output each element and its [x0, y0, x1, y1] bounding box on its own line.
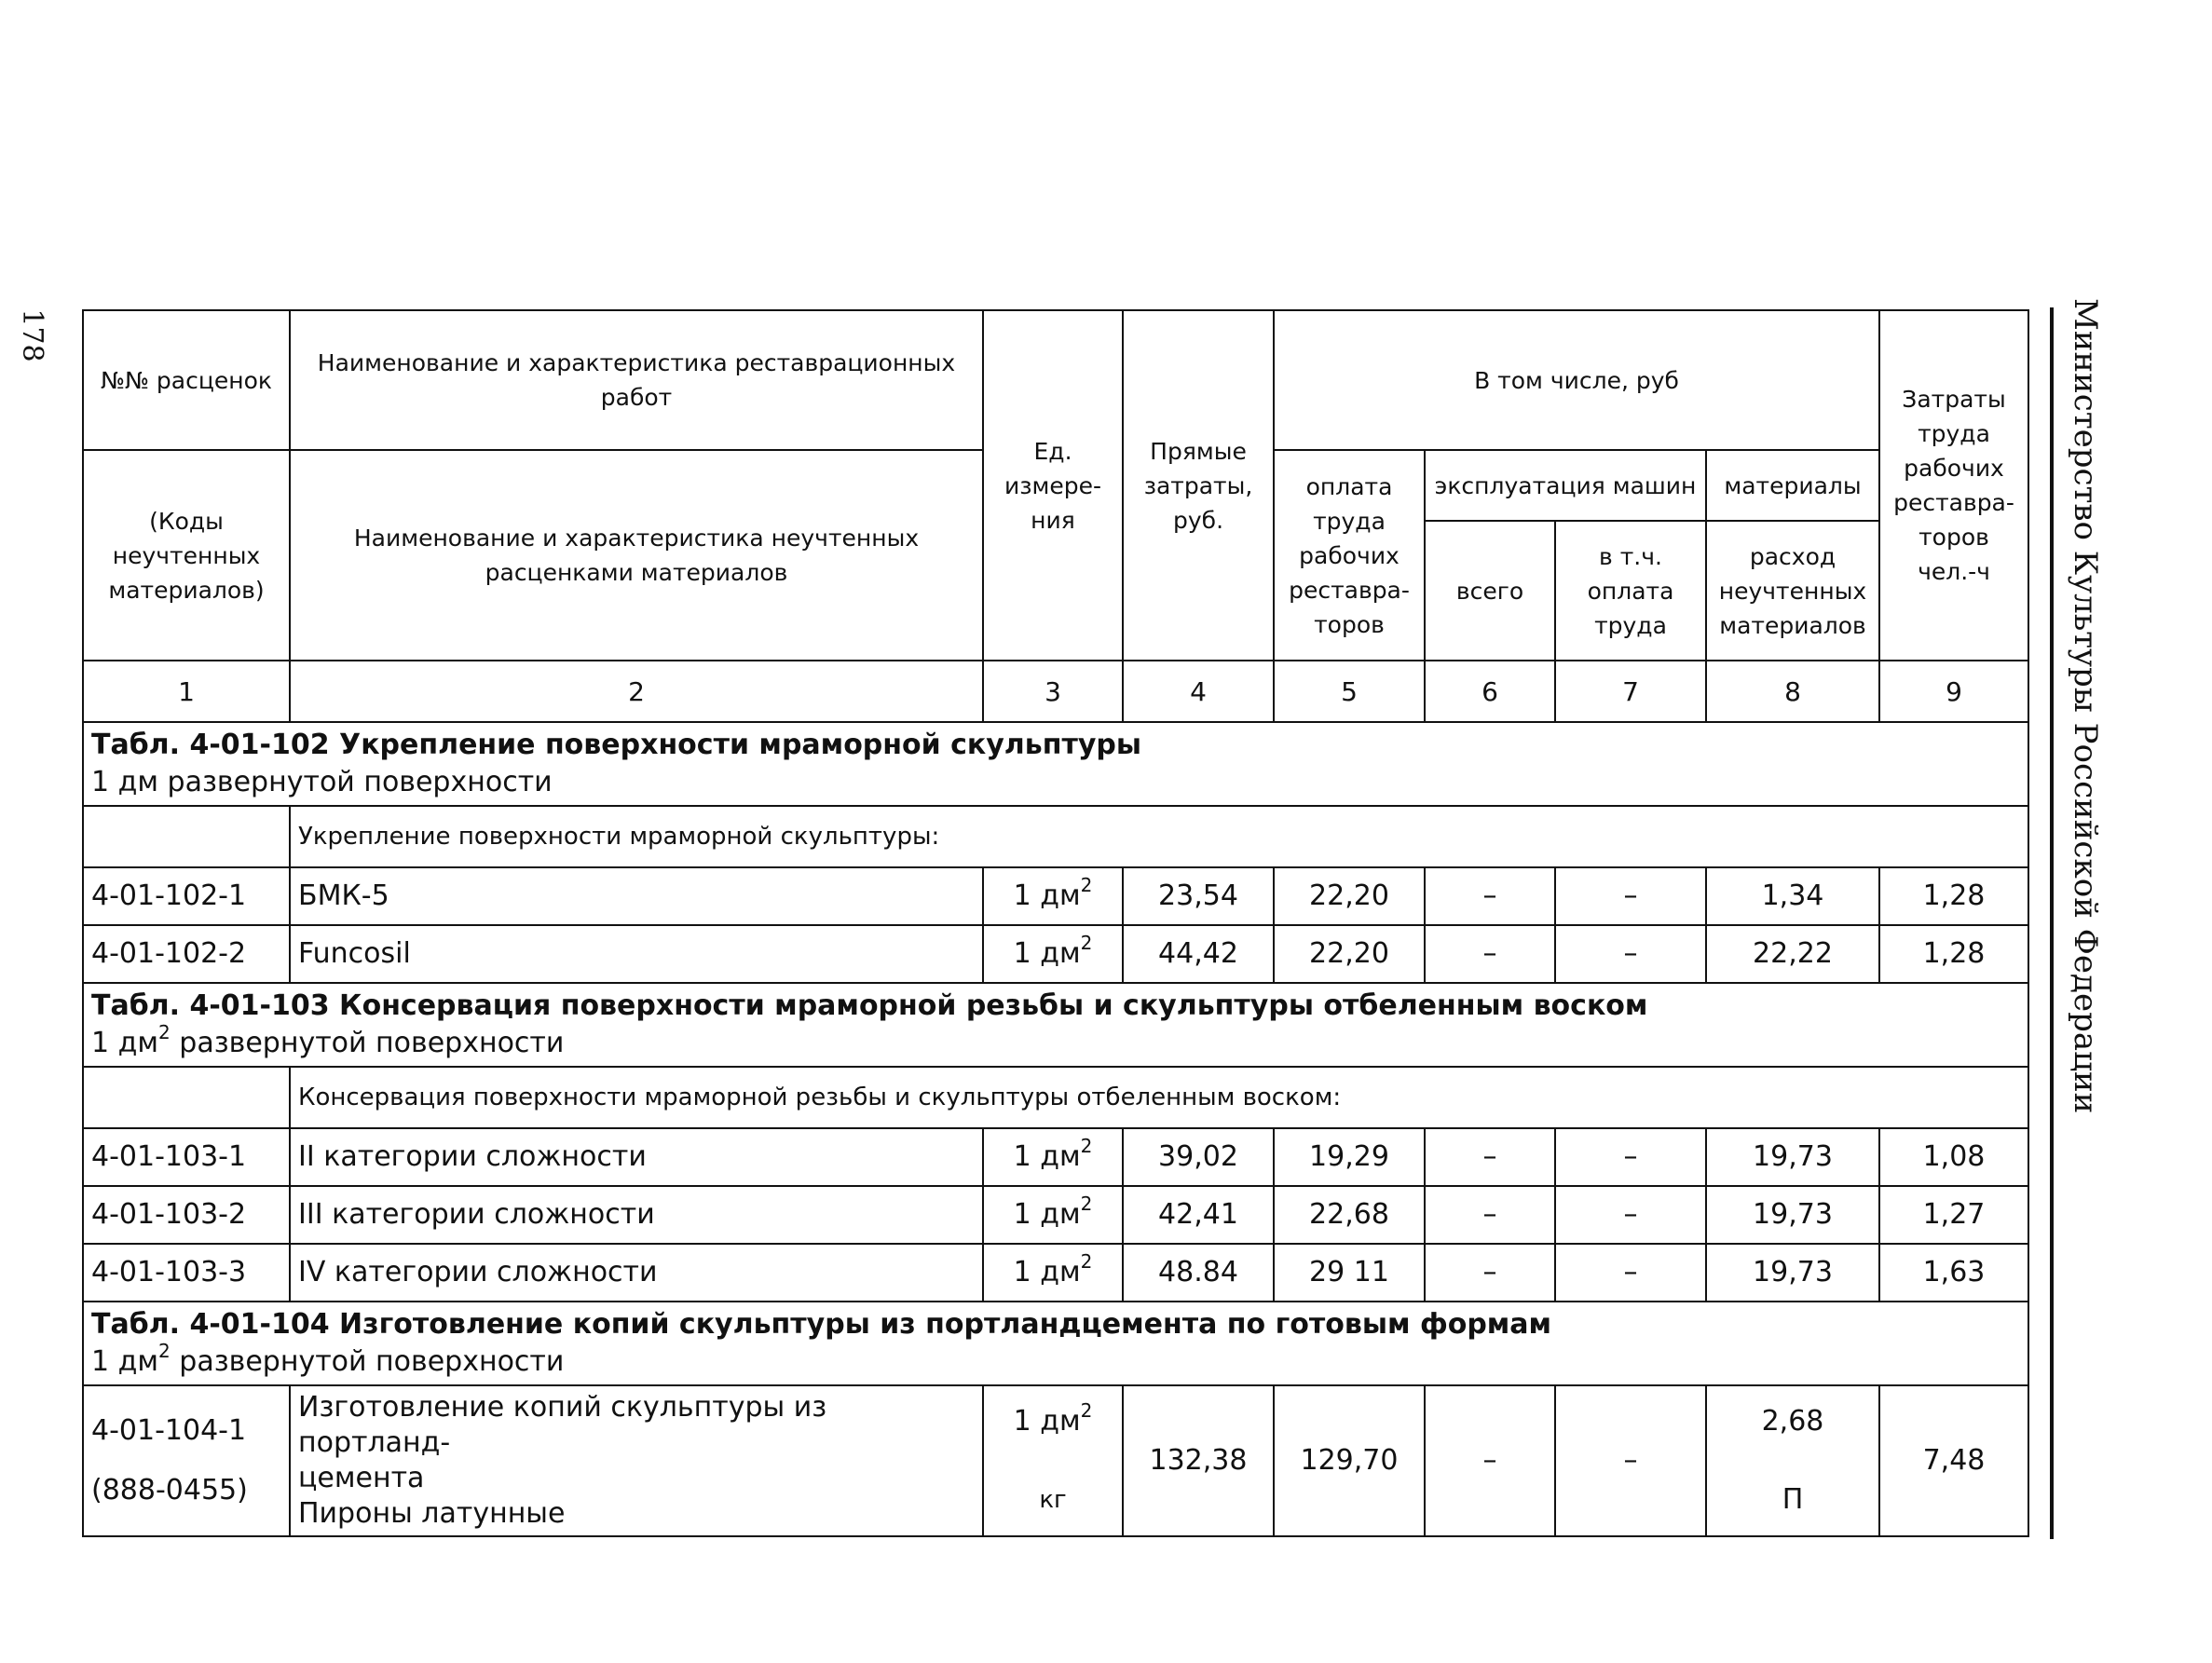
materials-cell [1706, 1385, 1879, 1536]
section-header [83, 722, 2028, 806]
direct-cost: 42,41 [1123, 1186, 1274, 1244]
section-unit: 1 $дм^2$ развернутой поверхности [91, 1021, 565, 1059]
col8-header: расход неучтенных материалов [1706, 521, 1879, 661]
material-name: Пироны латунные [298, 1497, 566, 1530]
machines-labor: – [1555, 1244, 1706, 1302]
col5-header: оплата труда рабочих реставра-торов [1274, 450, 1425, 661]
unit: 1 $дм^2$ [983, 925, 1123, 983]
section-header [83, 1302, 2028, 1385]
rate-code-cell [83, 1385, 290, 1536]
group-label: Укрепление поверхности мраморной скульптуры: [290, 806, 2028, 867]
unit-cell [983, 1385, 1123, 1536]
labor-hours: 1,63 [1879, 1244, 2028, 1302]
group-row [83, 1067, 2028, 1128]
materials-cost: 2,68 [1761, 1405, 1824, 1438]
page-number: 178 [16, 308, 48, 362]
unit: 1 $дм^2$ [1013, 1399, 1093, 1438]
col7-header: в т.ч. оплата труда [1555, 521, 1706, 661]
direct-cost: 44,42 [1123, 925, 1274, 983]
work-name: Изготовление копий скульптуры из портланд- [298, 1391, 827, 1459]
materials-cost: 22,22 [1706, 925, 1879, 983]
labor-hours: 7,48 [1879, 1385, 2028, 1536]
rate-code: 4-01-103-3 [83, 1244, 290, 1302]
column-number: 7 [1555, 661, 1706, 722]
machines-labor: – [1555, 1385, 1706, 1536]
section-title-cell [83, 983, 2028, 1067]
machines-total: – [1425, 925, 1555, 983]
machines-labor: – [1555, 1128, 1706, 1186]
column-number: 6 [1425, 661, 1555, 722]
col2-bottom-header: Наименование и характеристика неучтенных расценками материалов [290, 450, 983, 661]
col1-top-header: №№ расценок [83, 310, 290, 450]
col3-header: Ед. измере-ния [983, 310, 1123, 661]
labor-hours: 1,08 [1879, 1128, 2028, 1186]
col4-header: Прямые затраты, руб. [1123, 310, 1274, 661]
labor-cost: 22,20 [1274, 925, 1425, 983]
column-number: 9 [1879, 661, 2028, 722]
machines-group-header: эксплуатация машин [1425, 450, 1706, 521]
group-label: Консервация поверхности мраморной резьбы и скульптуры отбеленным воском: [290, 1067, 2028, 1128]
group-code-cell [83, 806, 290, 867]
including-group-header: В том числе, руб [1274, 310, 1879, 450]
labor-hours: 1,28 [1879, 925, 2028, 983]
unit: 1 $дм^2$ [983, 1244, 1123, 1302]
rate-code: 4-01-102-1 [83, 867, 290, 925]
col9-header: Затраты труда рабочих реставра-торов чел.-ч [1879, 310, 2028, 661]
table-row [83, 925, 2028, 983]
direct-cost: 39,02 [1123, 1128, 1274, 1186]
work-name: БМК-5 [290, 867, 983, 925]
side-title: Министерство Культуры Российской Федерации [2067, 298, 2104, 1114]
machines-total: – [1425, 1128, 1555, 1186]
machines-total: – [1425, 867, 1555, 925]
unit: 1 $дм^2$ [983, 1186, 1123, 1244]
work-name: III категории сложности [290, 1186, 983, 1244]
unit: 1 $дм^2$ [983, 1128, 1123, 1186]
column-number-row [83, 661, 2028, 722]
column-number: 1 [83, 661, 290, 722]
work-name: Funcosil [290, 925, 983, 983]
labor-hours: 1,27 [1879, 1186, 2028, 1244]
machines-labor: – [1555, 925, 1706, 983]
group-row [83, 806, 2028, 867]
labor-cost: 129,70 [1274, 1385, 1425, 1536]
machines-total: – [1425, 1186, 1555, 1244]
table-row [83, 1244, 2028, 1302]
rates-table [82, 309, 2029, 1537]
direct-cost: 23,54 [1123, 867, 1274, 925]
work-name: II категории сложности [290, 1128, 983, 1186]
machines-labor: – [1555, 1186, 1706, 1244]
section-title: Табл. 4-01-104 Изготовление копий скульптуры из портландцемента по готовым формам [91, 1308, 1552, 1341]
column-number: 8 [1706, 661, 1879, 722]
col1-bottom-header: (Коды неучтенных материалов) [83, 450, 290, 661]
rate-code: 4-01-103-1 [83, 1128, 290, 1186]
materials-group-header: материалы [1706, 450, 1879, 521]
labor-cost: 29 11 [1274, 1244, 1425, 1302]
section-title: Табл. 4-01-103 Консервация поверхности мраморной резьбы и скульптуры отбеленным воском [91, 989, 1648, 1022]
labor-cost: 22,68 [1274, 1186, 1425, 1244]
section-header [83, 983, 2028, 1067]
table-row [83, 1128, 2028, 1186]
material-code: (888-0455) [91, 1474, 248, 1506]
section-title-cell [83, 722, 2028, 806]
column-number: 2 [290, 661, 983, 722]
materials-cost: 19,73 [1706, 1244, 1879, 1302]
side-rule [2050, 307, 2054, 1539]
column-number: 4 [1123, 661, 1274, 722]
machines-total: – [1425, 1244, 1555, 1302]
labor-cost: 19,29 [1274, 1128, 1425, 1186]
materials-cost: 19,73 [1706, 1186, 1879, 1244]
group-code-cell [83, 1067, 290, 1128]
col6-header: всего [1425, 521, 1555, 661]
material-mark: П [1782, 1483, 1804, 1516]
materials-cost: 19,73 [1706, 1128, 1879, 1186]
direct-cost: 48.84 [1123, 1244, 1274, 1302]
machines-labor: – [1555, 867, 1706, 925]
work-name-continued: цемента [298, 1462, 425, 1494]
rate-code: 4-01-104-1 [91, 1414, 247, 1447]
materials-cost: 1,34 [1706, 867, 1879, 925]
header-row-1 [83, 310, 2028, 450]
machines-total: – [1425, 1385, 1555, 1536]
table-row [83, 867, 2028, 925]
column-number: 3 [983, 661, 1123, 722]
labor-hours: 1,28 [1879, 867, 2028, 925]
material-unit: кг [1039, 1486, 1067, 1514]
column-number: 5 [1274, 661, 1425, 722]
labor-cost: 22,20 [1274, 867, 1425, 925]
table-row [83, 1385, 2028, 1536]
unit: 1 $дм^2$ [983, 867, 1123, 925]
work-name-cell [290, 1385, 983, 1536]
section-unit: 1 $дм^2$ развернутой поверхности [91, 1340, 565, 1378]
section-title: Табл. 4-01-102 Укрепление поверхности мраморной скульптуры [91, 729, 1141, 761]
rate-code: 4-01-103-2 [83, 1186, 290, 1244]
table-row [83, 1186, 2028, 1244]
direct-cost: 132,38 [1123, 1385, 1274, 1536]
section-title-cell [83, 1302, 2028, 1385]
rate-code: 4-01-102-2 [83, 925, 290, 983]
col2-top-header: Наименование и характеристика реставрационных работ [290, 310, 983, 450]
section-unit: 1 дм развернутой поверхности [91, 766, 553, 798]
work-name: IV категории сложности [290, 1244, 983, 1302]
